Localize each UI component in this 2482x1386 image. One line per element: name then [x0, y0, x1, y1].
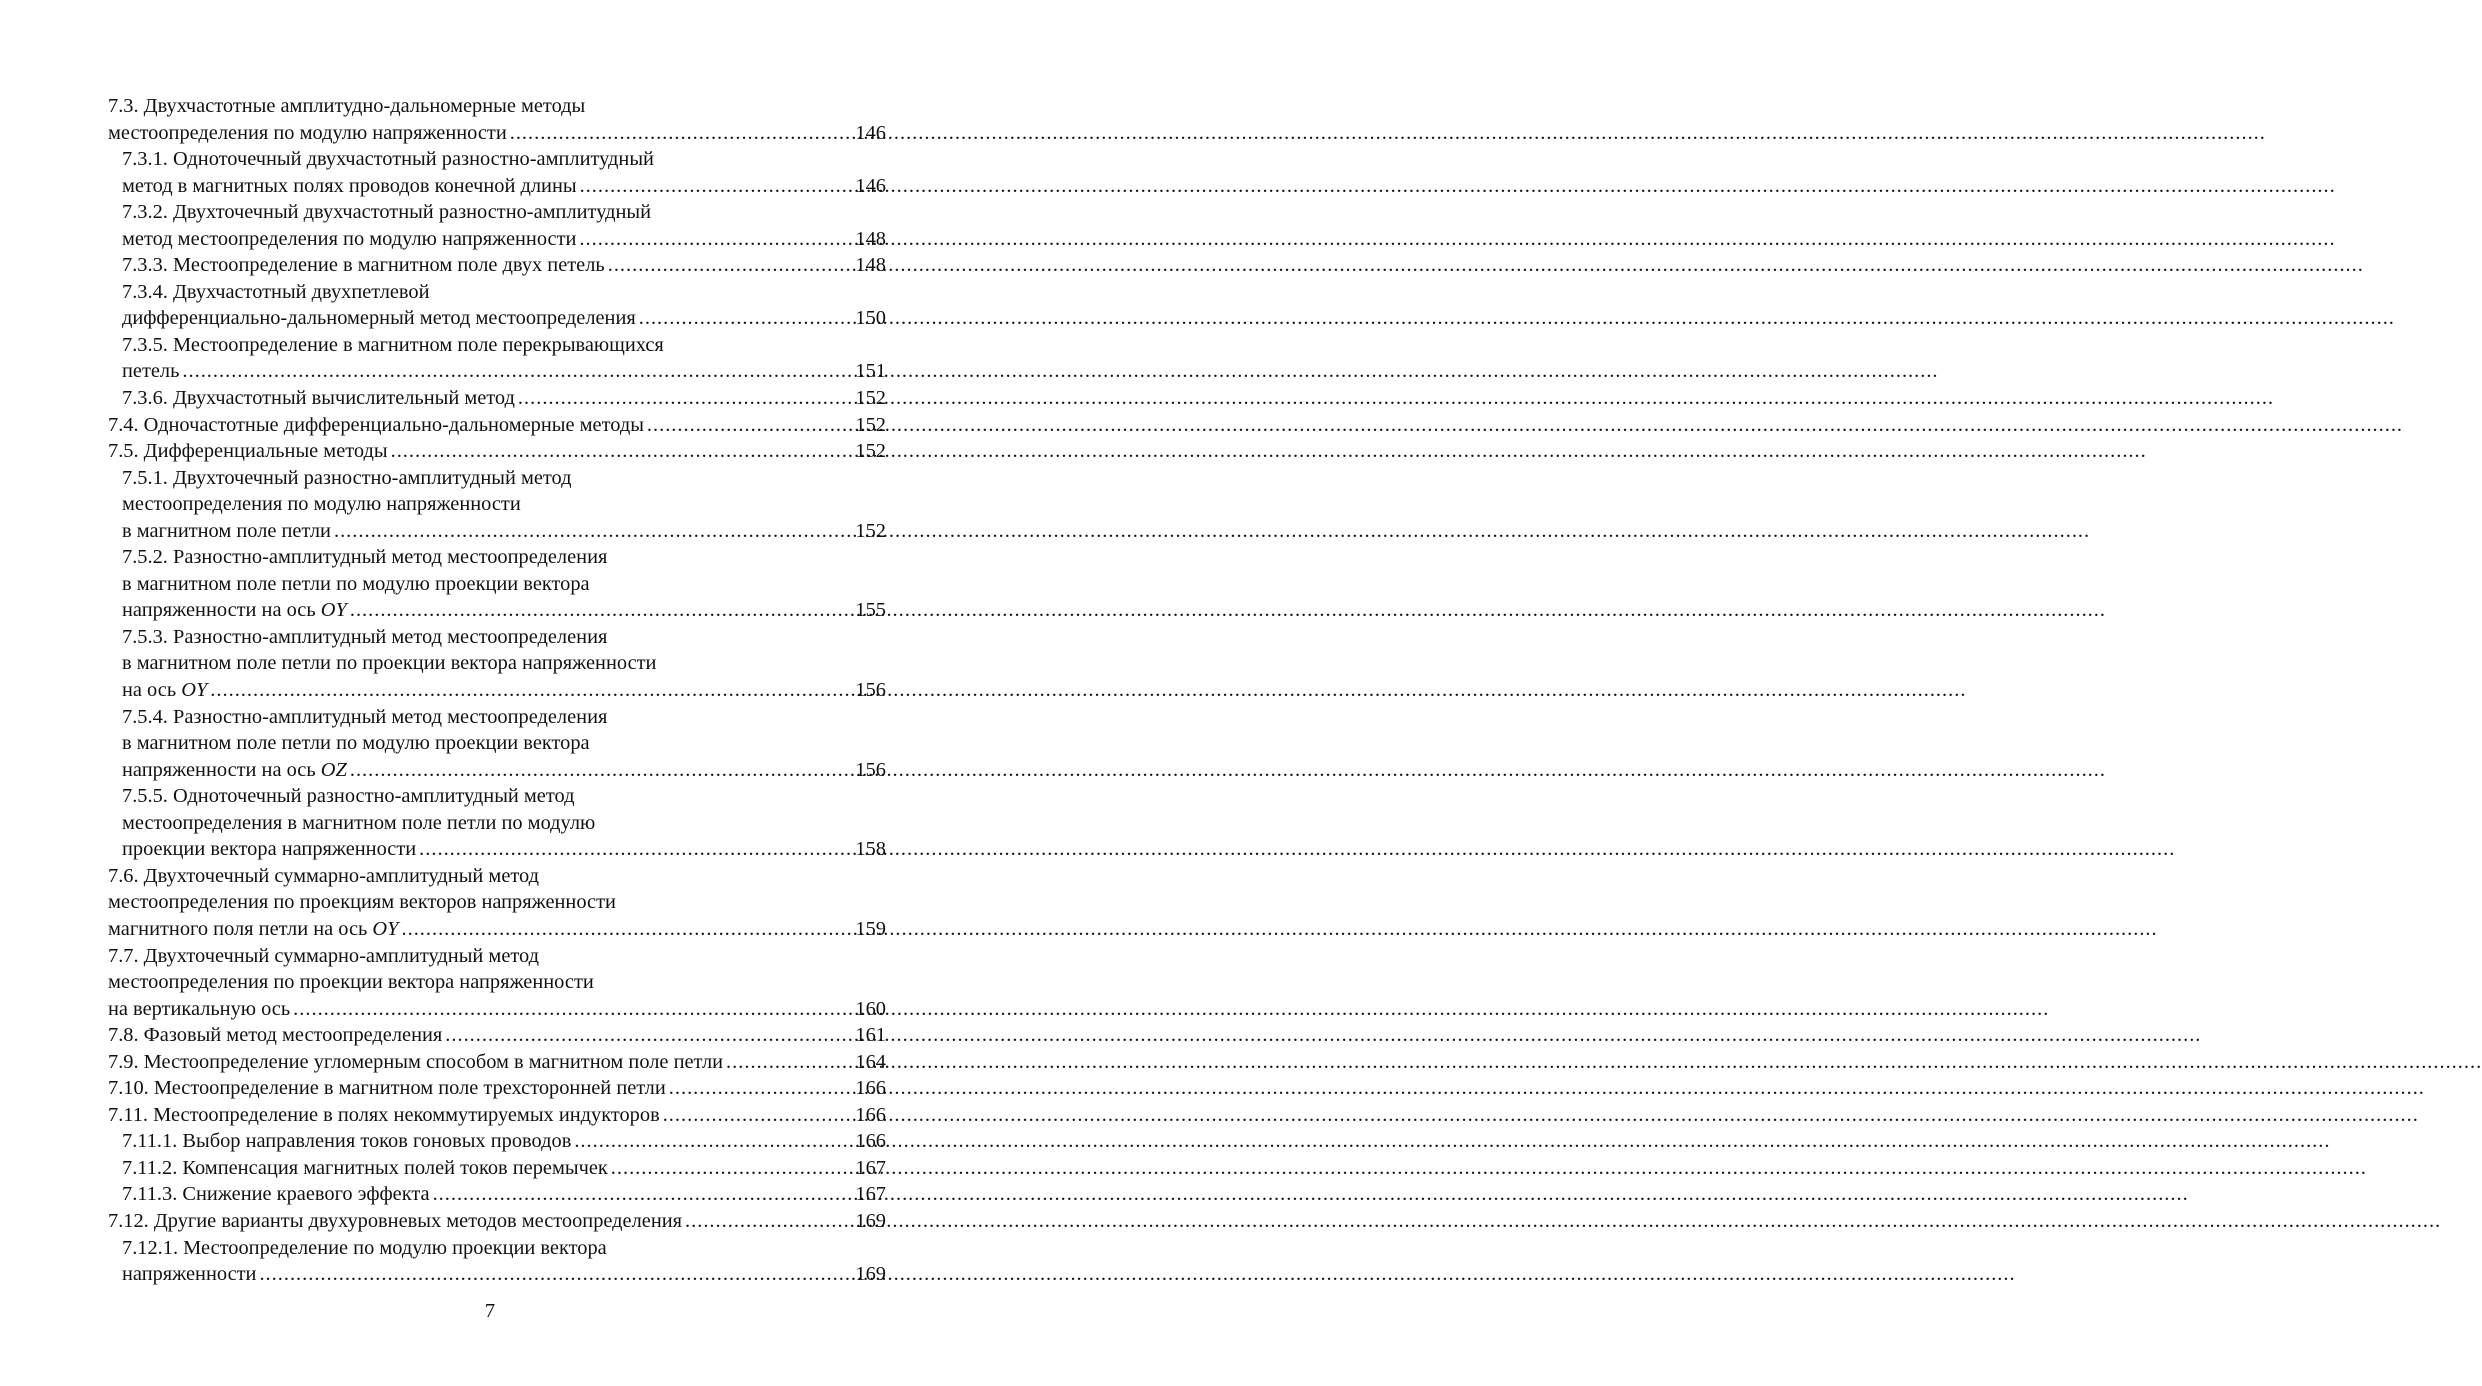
- toc-entry[interactable]: [108, 385, 886, 412]
- toc-page-number: 150: [855, 307, 886, 330]
- toc-entry-title-line: 7.4. Одночастотные дифференциально-дальномерные методы: [108, 413, 644, 436]
- dot-leader: [518, 385, 852, 412]
- toc-entry[interactable]: [108, 412, 886, 439]
- toc-page-number: 160: [855, 997, 886, 1020]
- toc-entry[interactable]: [108, 1075, 886, 1102]
- toc-page-number: 152: [855, 440, 886, 463]
- dot-leader: [608, 252, 853, 279]
- dot-leader: [210, 677, 852, 704]
- toc-page-number: 152: [855, 413, 886, 436]
- toc-entry[interactable]: [108, 1128, 886, 1155]
- toc-entry-title-line: 7.9. Местоопределение угломерным способом в магнитном поле петли: [108, 1050, 724, 1073]
- toc-page-number: 169: [855, 1209, 886, 1232]
- toc-entry-title-line: метод в магнитных полях проводов конечной длины: [122, 174, 577, 197]
- toc-entry-title-line: 7.11.2. Компенсация магнитных полей токов перемычек: [122, 1156, 608, 1179]
- toc-entry[interactable]: [108, 783, 886, 863]
- toc-entry[interactable]: [108, 252, 886, 279]
- toc-entry[interactable]: [108, 863, 886, 943]
- toc-entry-title-line: 7.3.5. Местоопределение в магнитном поле перекрывающихся: [122, 333, 664, 356]
- toc-entry[interactable]: [108, 1208, 886, 1235]
- toc-entry[interactable]: [108, 1022, 886, 1049]
- toc-entry[interactable]: [108, 1155, 886, 1182]
- axis-name: OY: [372, 917, 399, 940]
- toc-entry[interactable]: [108, 1049, 886, 1076]
- toc-entry-title-line: 7.3.1. Одноточечный двухчастотный разностно-амплитудный: [122, 148, 654, 171]
- dot-leader: [433, 1181, 853, 1208]
- dot-leader: [391, 438, 853, 465]
- toc-entry[interactable]: [108, 438, 886, 465]
- toc-entry[interactable]: [108, 624, 886, 704]
- toc-entry-title-line: 7.11. Местоопределение в полях некоммутируемых индукторов: [108, 1103, 660, 1126]
- toc-page-number: 146: [855, 174, 886, 197]
- dot-leader: [647, 412, 853, 439]
- toc-entry-title-line: местоопределения по проекциям векторов напряженности: [108, 891, 616, 914]
- toc-page-number: 161: [855, 1024, 886, 1047]
- toc-entry-title-line: 7.5.5. Одноточечный разностно-амплитудный метод: [122, 785, 575, 808]
- axis-name: OZ: [320, 758, 347, 781]
- toc-entry-title-line: 7.11.3. Снижение краевого эффекта: [122, 1183, 430, 1206]
- toc-entry[interactable]: [108, 1102, 886, 1129]
- toc-entry-title-line: на ось OY: [122, 679, 208, 702]
- toc-entry-title-line: 7.8. Фазовый метод местоопределения: [108, 1024, 443, 1047]
- dot-leader: [669, 1075, 853, 1102]
- toc-entry-title-line: магнитного поля петли на ось OY: [108, 917, 399, 940]
- toc-entry-title-line: местоопределения по модулю напряженности: [108, 121, 507, 144]
- dot-leader: [402, 916, 853, 943]
- toc-entry-title-line: 7.3.4. Двухчастотный двухпетлевой: [122, 280, 430, 303]
- toc-page-number: 158: [855, 838, 886, 861]
- toc-entry[interactable]: [108, 199, 886, 252]
- toc-entry-title-line: 7.5.2. Разностно-амплитудный метод местоопределения: [122, 546, 608, 569]
- dot-leader: [726, 1049, 852, 1076]
- dot-leader: [334, 518, 852, 545]
- toc-entry[interactable]: [108, 943, 886, 1023]
- dot-leader: [182, 358, 852, 385]
- toc-page-number: 148: [855, 227, 886, 250]
- toc-entry[interactable]: [108, 544, 886, 624]
- dot-leader: [579, 226, 852, 253]
- page-number: 7: [484, 1300, 496, 1322]
- toc-entry-title-line: в магнитном поле петли: [122, 519, 331, 542]
- toc-page-number: 146: [855, 121, 886, 144]
- axis-name: OY: [320, 599, 347, 622]
- toc-entry[interactable]: [108, 1235, 886, 1288]
- toc-entry-title-line: 7.5. Дифференциальные методы: [108, 440, 388, 463]
- dot-leader: [259, 1261, 852, 1288]
- toc-entry[interactable]: [108, 93, 886, 146]
- toc-entry-title-line: 7.3.6. Двухчастотный вычислительный метод: [122, 387, 515, 410]
- toc-page-number: 151: [855, 360, 886, 383]
- toc-entry-title-line: 7.3. Двухчастотные амплитудно-дальномерные методы: [108, 95, 586, 117]
- toc-page-number: 159: [855, 917, 886, 940]
- toc-entry-title-line: 7.7. Двухточечный суммарно-амплитудный метод: [108, 944, 539, 967]
- dot-leader: [350, 757, 853, 784]
- dot-leader: [350, 597, 853, 624]
- toc-page-number: 152: [855, 387, 886, 410]
- toc-page-number: 166: [855, 1130, 886, 1153]
- toc-page-number: 166: [855, 1077, 886, 1100]
- toc-entry-title-line: напряженности на ось OY: [122, 599, 347, 622]
- toc-entry-title-line: 7.3.2. Двухточечный двухчастотный разностно-амплитудный: [122, 201, 651, 224]
- toc-page-number: 155: [855, 599, 886, 622]
- toc-page-number: 164: [855, 1050, 886, 1073]
- toc-entry-title-line: 7.12. Другие варианты двухуровневых методов местоопределения: [108, 1209, 683, 1232]
- toc-page-number: 166: [855, 1103, 886, 1126]
- toc-entry-title-line: местоопределения по проекции вектора напряженности: [108, 971, 594, 994]
- toc-entry[interactable]: [108, 146, 886, 199]
- toc-entry[interactable]: [108, 279, 886, 332]
- dot-leader: [293, 996, 852, 1023]
- dot-leader: [663, 1102, 853, 1129]
- dot-leader: [611, 1155, 853, 1182]
- toc-entry-title-line: на вертикальную ось: [108, 997, 291, 1020]
- toc-page-number: 169: [855, 1263, 886, 1286]
- dot-leader: [580, 173, 853, 200]
- toc-page-number: 148: [855, 254, 886, 277]
- toc-entry-title-line: 7.5.1. Двухточечный разностно-амплитудный метод: [122, 466, 572, 489]
- toc-entry[interactable]: [108, 465, 886, 545]
- toc-page-number: 156: [855, 679, 886, 702]
- dot-leader: [419, 836, 852, 863]
- toc-entry-title-line: местоопределения в магнитном поле петли по модулю: [122, 811, 596, 834]
- toc-page-number: 167: [855, 1156, 886, 1179]
- toc-entry[interactable]: [108, 704, 886, 784]
- toc-entry-title-line: дифференциально-дальномерный метод местоопределения: [122, 307, 636, 330]
- dot-leader: [685, 1208, 852, 1235]
- toc-entry-title-line: местоопределения по модулю напряженности: [122, 493, 521, 516]
- toc-entry-title-line: 7.5.3. Разностно-амплитудный метод местоопределения: [122, 625, 608, 648]
- toc-entry[interactable]: [108, 1181, 886, 1208]
- toc-entry-title-line: 7.10. Местоопределение в магнитном поле трехсторонней петли: [108, 1077, 666, 1100]
- axis-name: OY: [181, 679, 208, 702]
- toc-entry-title-line: напряженности на ось OZ: [122, 758, 347, 781]
- toc-page-number: 152: [855, 519, 886, 542]
- table-of-contents: [108, 93, 886, 1288]
- toc-entry-title-line: в магнитном поле петли по модулю проекции вектора: [122, 572, 590, 595]
- dot-leader: [639, 305, 853, 332]
- toc-entry-title-line: петель: [122, 360, 180, 383]
- toc-entry-title-line: 7.11.1. Выбор направления токов гоновых проводов: [122, 1130, 572, 1153]
- toc-page-number: 167: [855, 1183, 886, 1206]
- toc-entry-title-line: в магнитном поле петли по проекции вектора напряженности: [122, 652, 657, 675]
- dot-leader: [445, 1022, 852, 1049]
- toc-entry-title-line: 7.6. Двухточечный суммарно-амплитудный метод: [108, 864, 539, 887]
- dot-leader: [574, 1128, 852, 1155]
- toc-entry-title-line: проекции вектора напряженности: [122, 838, 417, 861]
- toc-entry-title-line: метод местоопределения по модулю напряженности: [122, 227, 577, 250]
- toc-entry[interactable]: [108, 332, 886, 385]
- toc-entry-title-line: напряженности: [122, 1263, 257, 1286]
- dot-leader: [510, 120, 853, 147]
- toc-entry-title-line: 7.12.1. Местоопределение по модулю проекции вектора: [122, 1236, 607, 1259]
- toc-page-number: 156: [855, 758, 886, 781]
- toc-entry-title-line: в магнитном поле петли по модулю проекции вектора: [122, 732, 590, 755]
- toc-entry-title-line: 7.3.3. Местоопределение в магнитном поле двух петель: [122, 254, 605, 277]
- toc-entry-title-line: 7.5.4. Разностно-амплитудный метод местоопределения: [122, 705, 608, 728]
